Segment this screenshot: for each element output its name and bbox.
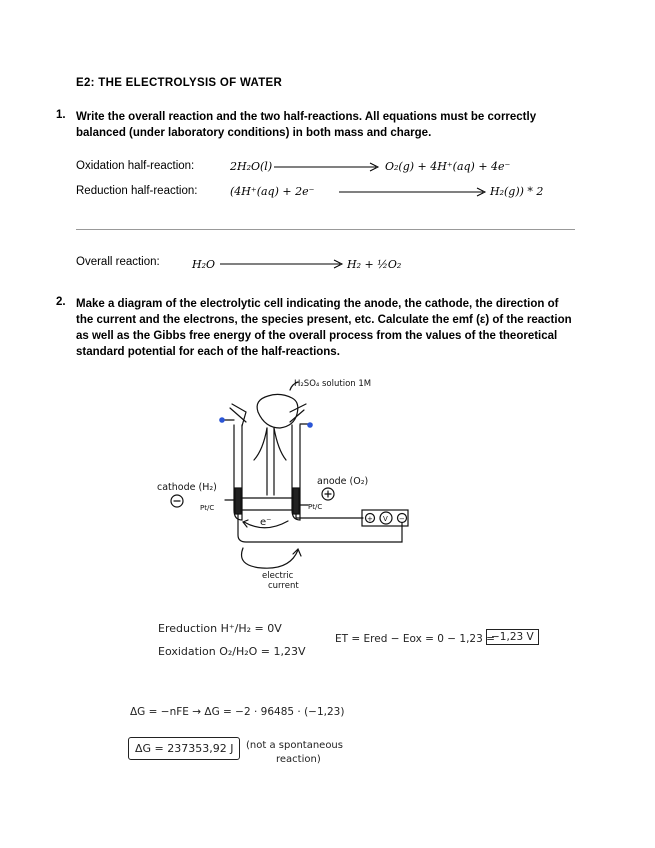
solution-label: H₂SO₄ solution 1M bbox=[294, 379, 372, 389]
source-minus: − bbox=[399, 515, 405, 523]
overall-arrow bbox=[218, 257, 346, 271]
gibbs-formula: ΔG = −nFE → ΔG = −2 · 96485 · (−1,23) bbox=[130, 706, 345, 718]
anode-wire bbox=[296, 514, 363, 518]
anode-label: anode (O₂) bbox=[317, 476, 369, 487]
anode-electrode bbox=[293, 488, 299, 514]
electrolytic-cell-diagram bbox=[150, 370, 420, 595]
question-1-text: Write the overall reaction and the two half-reactions. All equations must be correctly balanced (under laboratory conditions) in both mass and charge. bbox=[76, 111, 537, 139]
section-divider bbox=[76, 229, 575, 230]
question-2-text: Make a diagram of the electrolytic cell indicating the anode, the cathode, the direction of the current and the electrons, the species present, etc. Calculate the emf (ε) of the reaction as well as the Gibbs free energy of the overall process from the values of the theoretical standard potential for each of the half-reactions. bbox=[76, 298, 572, 358]
cathode-label: cathode (H₂) bbox=[157, 482, 217, 493]
e-oxidation: Eoxidation O₂/H₂O = 1,23V bbox=[158, 645, 306, 658]
question-1-number: 1. bbox=[56, 109, 66, 121]
source-plus: + bbox=[367, 515, 373, 523]
overall-label: Overall reaction: bbox=[76, 256, 160, 268]
oxidation-arrow bbox=[272, 160, 382, 174]
e-total: ET = Ered − Eox = 0 − 1,23 = bbox=[335, 633, 495, 645]
electrode-right-label: Pt/C bbox=[308, 503, 323, 511]
current-label-2: current bbox=[268, 581, 299, 591]
current-arrow bbox=[242, 548, 298, 568]
oxidation-label: Oxidation half-reaction: bbox=[76, 160, 195, 172]
gibbs-note-1: (not a spontaneous bbox=[246, 740, 343, 751]
reduction-label: Reduction half-reaction: bbox=[76, 185, 198, 197]
current-label-1: electric bbox=[262, 571, 294, 581]
page-title: E2: THE ELECTROLYSIS OF WATER bbox=[76, 77, 283, 89]
cathode-electrode bbox=[235, 488, 241, 514]
reduction-product: H₂(g)) * 2 bbox=[490, 185, 544, 198]
electrode-left-label: Pt/C bbox=[200, 504, 215, 512]
left-stopcock bbox=[230, 404, 246, 426]
reduction-arrow bbox=[337, 185, 489, 199]
source-v: V bbox=[383, 515, 388, 523]
reduction-reactants: (4H⁺(aq) + 2e⁻ bbox=[230, 185, 315, 198]
gibbs-result: ΔG = 237353,92 J bbox=[128, 737, 240, 760]
gibbs-note-2: reaction) bbox=[276, 754, 321, 765]
overall-reactant: H₂O bbox=[192, 258, 216, 271]
electron-label: e⁻ bbox=[260, 517, 272, 528]
oxidation-products: O₂(g) + 4H⁺(aq) + 4e⁻ bbox=[385, 160, 511, 173]
reservoir-join bbox=[254, 428, 286, 460]
e-reduction: Ereduction H⁺/H₂ = 0V bbox=[158, 622, 282, 635]
e-total-result: −1,23 V bbox=[486, 629, 539, 645]
question-2-number: 2. bbox=[56, 296, 66, 308]
overall-products: H₂ + ½O₂ bbox=[347, 258, 402, 271]
oxidation-reactant: 2H₂O(l) bbox=[230, 160, 273, 173]
